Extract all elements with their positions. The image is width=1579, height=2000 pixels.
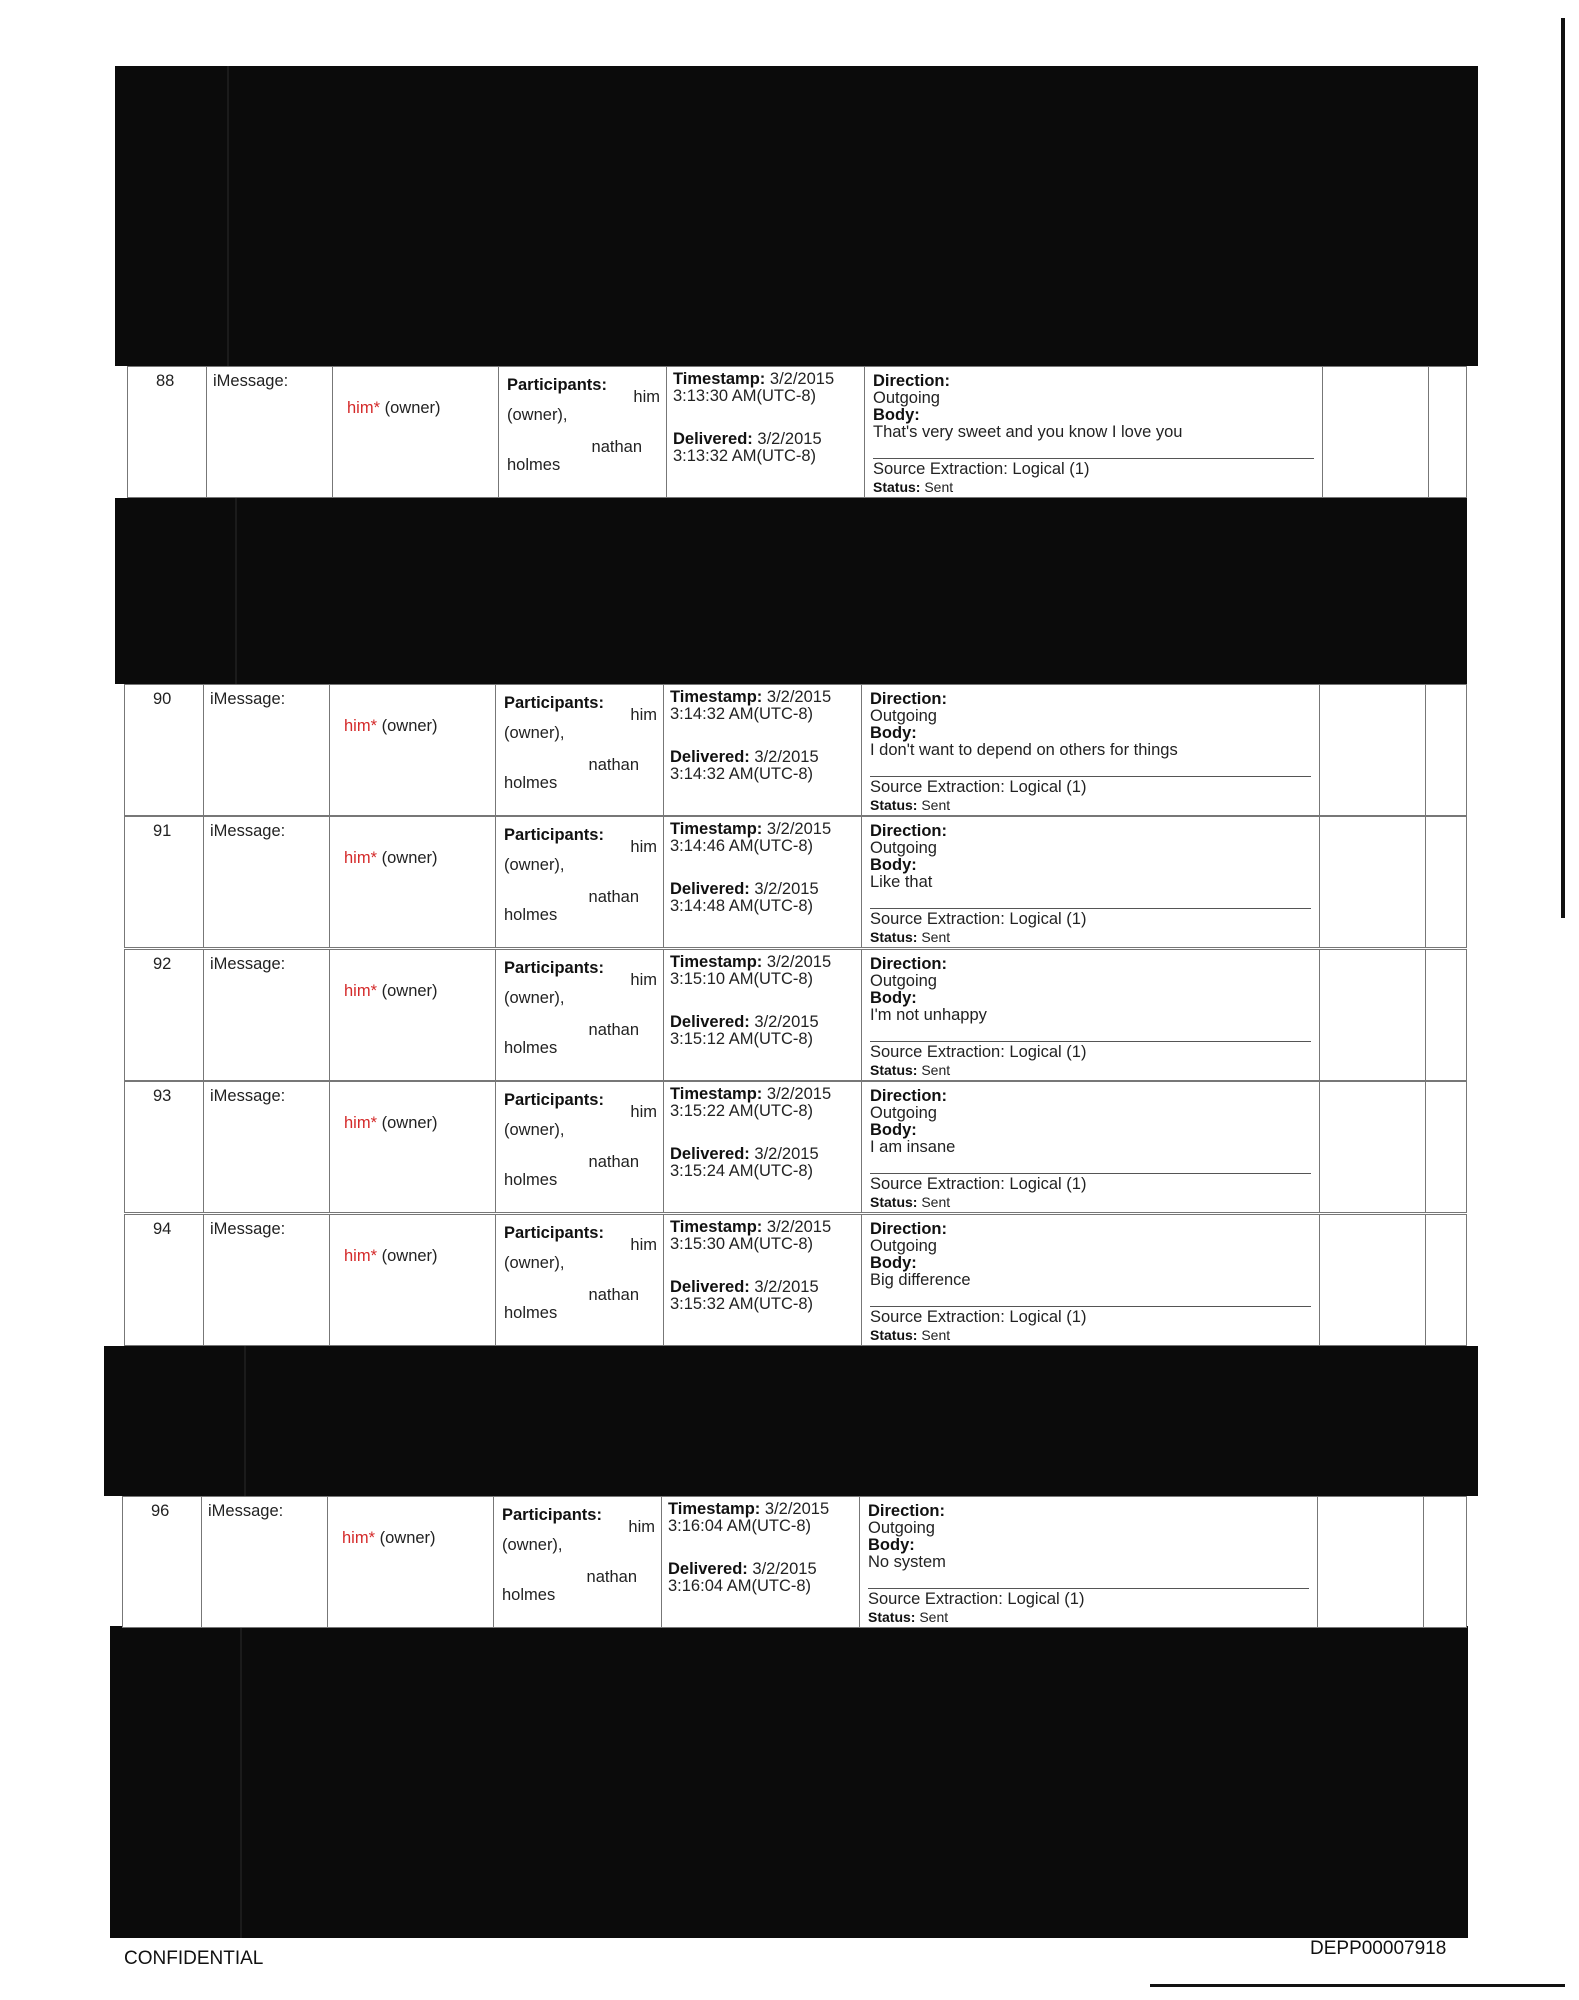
content-cell (861, 817, 1319, 947)
row-number: 94 (153, 1220, 172, 1238)
type-cell (203, 817, 329, 947)
empty-cell (1425, 1215, 1466, 1345)
body-label: Body: (870, 856, 917, 874)
from-cell (329, 817, 495, 947)
delivered-time: 3:15:24 AM(UTC-8) (670, 1162, 814, 1180)
timestamp-time: 3:14:32 AM(UTC-8) (670, 705, 814, 723)
from-cell (329, 685, 495, 815)
direction-value: Outgoing (870, 1237, 937, 1255)
from-cell (329, 1082, 495, 1212)
delivered: Delivered: 3/2/2015 (673, 430, 822, 448)
table-row (127, 366, 1467, 498)
timestamp: Timestamp: 3/2/2015 (670, 688, 832, 706)
participants-cell (495, 950, 663, 1080)
time-cell (666, 367, 864, 497)
empty-cell (1425, 817, 1466, 947)
timestamp-time: 3:14:46 AM(UTC-8) (670, 837, 814, 855)
source-extraction: Source Extraction: Logical (1) (868, 1590, 1085, 1608)
message-type: iMessage: (210, 1220, 286, 1238)
table-row (124, 816, 1467, 948)
separator-line (870, 776, 1311, 777)
separator-line (870, 1173, 1311, 1174)
delivered-time: 3:14:48 AM(UTC-8) (670, 897, 814, 915)
direction-label: Direction: (870, 955, 948, 973)
body-label: Body: (870, 1254, 917, 1272)
time-cell (661, 1497, 859, 1627)
participants-label: Participants: (504, 694, 604, 712)
time-cell (663, 817, 861, 947)
timestamp: Timestamp: 3/2/2015 (673, 370, 835, 388)
redaction-block (115, 498, 1467, 684)
separator-line (870, 1041, 1311, 1042)
participants-cell (495, 1215, 663, 1345)
type-cell (203, 1082, 329, 1212)
participant-name: him (633, 388, 660, 406)
separator-line (868, 1588, 1309, 1589)
redaction-block (115, 66, 1478, 366)
participant-name: nathan (588, 1153, 639, 1171)
participants-cell (495, 685, 663, 815)
timestamp-time: 3:13:30 AM(UTC-8) (673, 387, 817, 405)
direction-label: Direction: (870, 690, 948, 708)
from-party: him* (owner) (344, 1114, 438, 1132)
participant-name: him (630, 971, 657, 989)
source-extraction: Source Extraction: Logical (1) (870, 1175, 1087, 1193)
time-cell (663, 1215, 861, 1345)
delivered: Delivered: 3/2/2015 (670, 1278, 819, 1296)
row-number: 90 (153, 690, 172, 708)
status: Status: Sent (870, 1194, 951, 1210)
type-cell (201, 1497, 327, 1627)
message-type: iMessage: (213, 372, 289, 390)
participants-label: Participants: (504, 1224, 604, 1242)
message-type: iMessage: (210, 955, 286, 973)
participants-label: Participants: (507, 376, 607, 394)
from-party: him* (owner) (347, 399, 441, 417)
from-party: him* (owner) (342, 1529, 436, 1547)
table-row (124, 1081, 1467, 1213)
content-cell (859, 1497, 1317, 1627)
participant-role: (owner), (504, 724, 565, 742)
participant-name: him (630, 1236, 657, 1254)
participant-name: him (628, 1518, 655, 1536)
participant-name: holmes (504, 1304, 558, 1322)
participants-cell (495, 1082, 663, 1212)
status: Status: Sent (870, 1327, 951, 1343)
status: Status: Sent (870, 1062, 951, 1078)
redaction-block (104, 1346, 1478, 1496)
direction-value: Outgoing (868, 1519, 935, 1537)
participant-name: nathan (588, 756, 639, 774)
participants-cell (495, 817, 663, 947)
participant-name: holmes (504, 774, 558, 792)
delivered-time: 3:15:12 AM(UTC-8) (670, 1030, 814, 1048)
from-cell (332, 367, 498, 497)
row-number-cell (125, 685, 203, 815)
source-extraction: Source Extraction: Logical (1) (870, 1043, 1087, 1061)
content-cell (861, 685, 1319, 815)
source-extraction: Source Extraction: Logical (1) (870, 1308, 1087, 1326)
empty-cell (1319, 1215, 1425, 1345)
message-body: That's very sweet and you know I love you (873, 423, 1183, 441)
type-cell (206, 367, 332, 497)
direction-label: Direction: (870, 1087, 948, 1105)
from-cell (329, 950, 495, 1080)
participants-label: Participants: (504, 1091, 604, 1109)
content-cell (861, 1082, 1319, 1212)
participant-name: holmes (504, 906, 558, 924)
row-number: 93 (153, 1087, 172, 1105)
timestamp-time: 3:16:04 AM(UTC-8) (668, 1517, 812, 1535)
table-row (124, 684, 1467, 816)
from-party: him* (owner) (344, 982, 438, 1000)
empty-cell (1319, 817, 1425, 947)
direction-value: Outgoing (870, 972, 937, 990)
from-party: him* (owner) (344, 717, 438, 735)
participant-name: nathan (588, 888, 639, 906)
row-number-cell (125, 1215, 203, 1345)
delivered-time: 3:14:32 AM(UTC-8) (670, 765, 814, 783)
source-extraction: Source Extraction: Logical (1) (870, 778, 1087, 796)
bates-number: DEPP00007918 (1310, 1938, 1447, 1959)
delivered: Delivered: 3/2/2015 (668, 1560, 817, 1578)
message-type: iMessage: (210, 1087, 286, 1105)
type-cell (203, 1215, 329, 1345)
participant-name: nathan (591, 438, 642, 456)
direction-label: Direction: (868, 1502, 946, 1520)
source-extraction: Source Extraction: Logical (1) (870, 910, 1087, 928)
delivered: Delivered: 3/2/2015 (670, 880, 819, 898)
content-cell (861, 950, 1319, 1080)
type-cell (203, 685, 329, 815)
direction-value: Outgoing (870, 707, 937, 725)
empty-cell (1319, 685, 1425, 815)
message-type: iMessage: (208, 1502, 284, 1520)
message-body: I don't want to depend on others for things (870, 741, 1178, 759)
status: Status: Sent (870, 929, 951, 945)
body-label: Body: (873, 406, 920, 424)
row-number-cell (125, 950, 203, 1080)
participants-cell (498, 367, 666, 497)
row-number: 91 (153, 822, 172, 840)
direction-value: Outgoing (870, 1104, 937, 1122)
timestamp-time: 3:15:30 AM(UTC-8) (670, 1235, 814, 1253)
participant-name: him (630, 838, 657, 856)
empty-cell (1423, 1497, 1466, 1627)
participant-role: (owner), (507, 406, 568, 424)
participant-name: holmes (504, 1171, 558, 1189)
participant-name: holmes (504, 1039, 558, 1057)
empty-cell (1425, 685, 1466, 815)
delivered-time: 3:13:32 AM(UTC-8) (673, 447, 817, 465)
table-row (122, 1496, 1467, 1628)
separator-line (873, 458, 1314, 459)
scan-edge-line (1150, 1984, 1565, 1987)
time-cell (663, 685, 861, 815)
body-label: Body: (868, 1536, 915, 1554)
body-label: Body: (870, 989, 917, 1007)
scan-edge-line (1561, 18, 1565, 918)
message-body: I'm not unhappy (870, 1006, 987, 1024)
redaction-block (110, 1626, 1468, 1938)
timestamp-time: 3:15:22 AM(UTC-8) (670, 1102, 814, 1120)
confidential-label: CONFIDENTIAL (124, 1948, 264, 1969)
delivered-time: 3:15:32 AM(UTC-8) (670, 1295, 814, 1313)
timestamp: Timestamp: 3/2/2015 (670, 953, 832, 971)
body-label: Body: (870, 1121, 917, 1139)
message-body: Like that (870, 873, 933, 891)
participant-name: nathan (588, 1021, 639, 1039)
participant-role: (owner), (504, 1121, 565, 1139)
empty-cell (1322, 367, 1428, 497)
participants-label: Participants: (502, 1506, 602, 1524)
separator-line (870, 908, 1311, 909)
row-number-cell (125, 817, 203, 947)
source-extraction: Source Extraction: Logical (1) (873, 460, 1090, 478)
timestamp-time: 3:15:10 AM(UTC-8) (670, 970, 814, 988)
from-cell (329, 1215, 495, 1345)
body-label: Body: (870, 724, 917, 742)
direction-label: Direction: (873, 372, 951, 390)
direction-label: Direction: (870, 822, 948, 840)
participant-role: (owner), (504, 1254, 565, 1272)
direction-label: Direction: (870, 1220, 948, 1238)
row-number: 96 (151, 1502, 170, 1520)
participant-role: (owner), (504, 989, 565, 1007)
timestamp: Timestamp: 3/2/2015 (670, 1218, 832, 1236)
row-number-cell (128, 367, 206, 497)
status: Status: Sent (873, 479, 954, 495)
timestamp: Timestamp: 3/2/2015 (670, 820, 832, 838)
timestamp: Timestamp: 3/2/2015 (670, 1085, 832, 1103)
participant-name: him (630, 706, 657, 724)
direction-value: Outgoing (873, 389, 940, 407)
row-number-cell (125, 1082, 203, 1212)
message-type: iMessage: (210, 690, 286, 708)
message-type: iMessage: (210, 822, 286, 840)
empty-cell (1317, 1497, 1423, 1627)
empty-cell (1319, 950, 1425, 1080)
empty-cell (1319, 1082, 1425, 1212)
empty-cell (1425, 1082, 1466, 1212)
type-cell (203, 950, 329, 1080)
participant-name: nathan (588, 1286, 639, 1304)
delivered: Delivered: 3/2/2015 (670, 748, 819, 766)
empty-cell (1425, 950, 1466, 1080)
message-body: No system (868, 1553, 946, 1571)
direction-value: Outgoing (870, 839, 937, 857)
status: Status: Sent (868, 1609, 949, 1625)
participants-label: Participants: (504, 959, 604, 977)
separator-line (870, 1306, 1311, 1307)
row-number: 92 (153, 955, 172, 973)
message-body: I am insane (870, 1138, 956, 1156)
participant-name: holmes (502, 1586, 556, 1604)
participant-role: (owner), (504, 856, 565, 874)
content-cell (864, 367, 1322, 497)
participant-role: (owner), (502, 1536, 563, 1554)
delivered-time: 3:16:04 AM(UTC-8) (668, 1577, 812, 1595)
row-number-cell (123, 1497, 201, 1627)
delivered: Delivered: 3/2/2015 (670, 1013, 819, 1031)
participants-cell (493, 1497, 661, 1627)
content-cell (861, 1215, 1319, 1345)
message-body: Big difference (870, 1271, 971, 1289)
delivered: Delivered: 3/2/2015 (670, 1145, 819, 1163)
participants-label: Participants: (504, 826, 604, 844)
from-party: him* (owner) (344, 1247, 438, 1265)
timestamp: Timestamp: 3/2/2015 (668, 1500, 830, 1518)
time-cell (663, 1082, 861, 1212)
participant-name: holmes (507, 456, 561, 474)
time-cell (663, 950, 861, 1080)
participant-name: him (630, 1103, 657, 1121)
empty-cell (1428, 367, 1466, 497)
table-row (124, 949, 1467, 1081)
from-cell (327, 1497, 493, 1627)
row-number: 88 (156, 372, 175, 390)
status: Status: Sent (870, 797, 951, 813)
from-party: him* (owner) (344, 849, 438, 867)
table-row (124, 1214, 1467, 1346)
participant-name: nathan (586, 1568, 637, 1586)
